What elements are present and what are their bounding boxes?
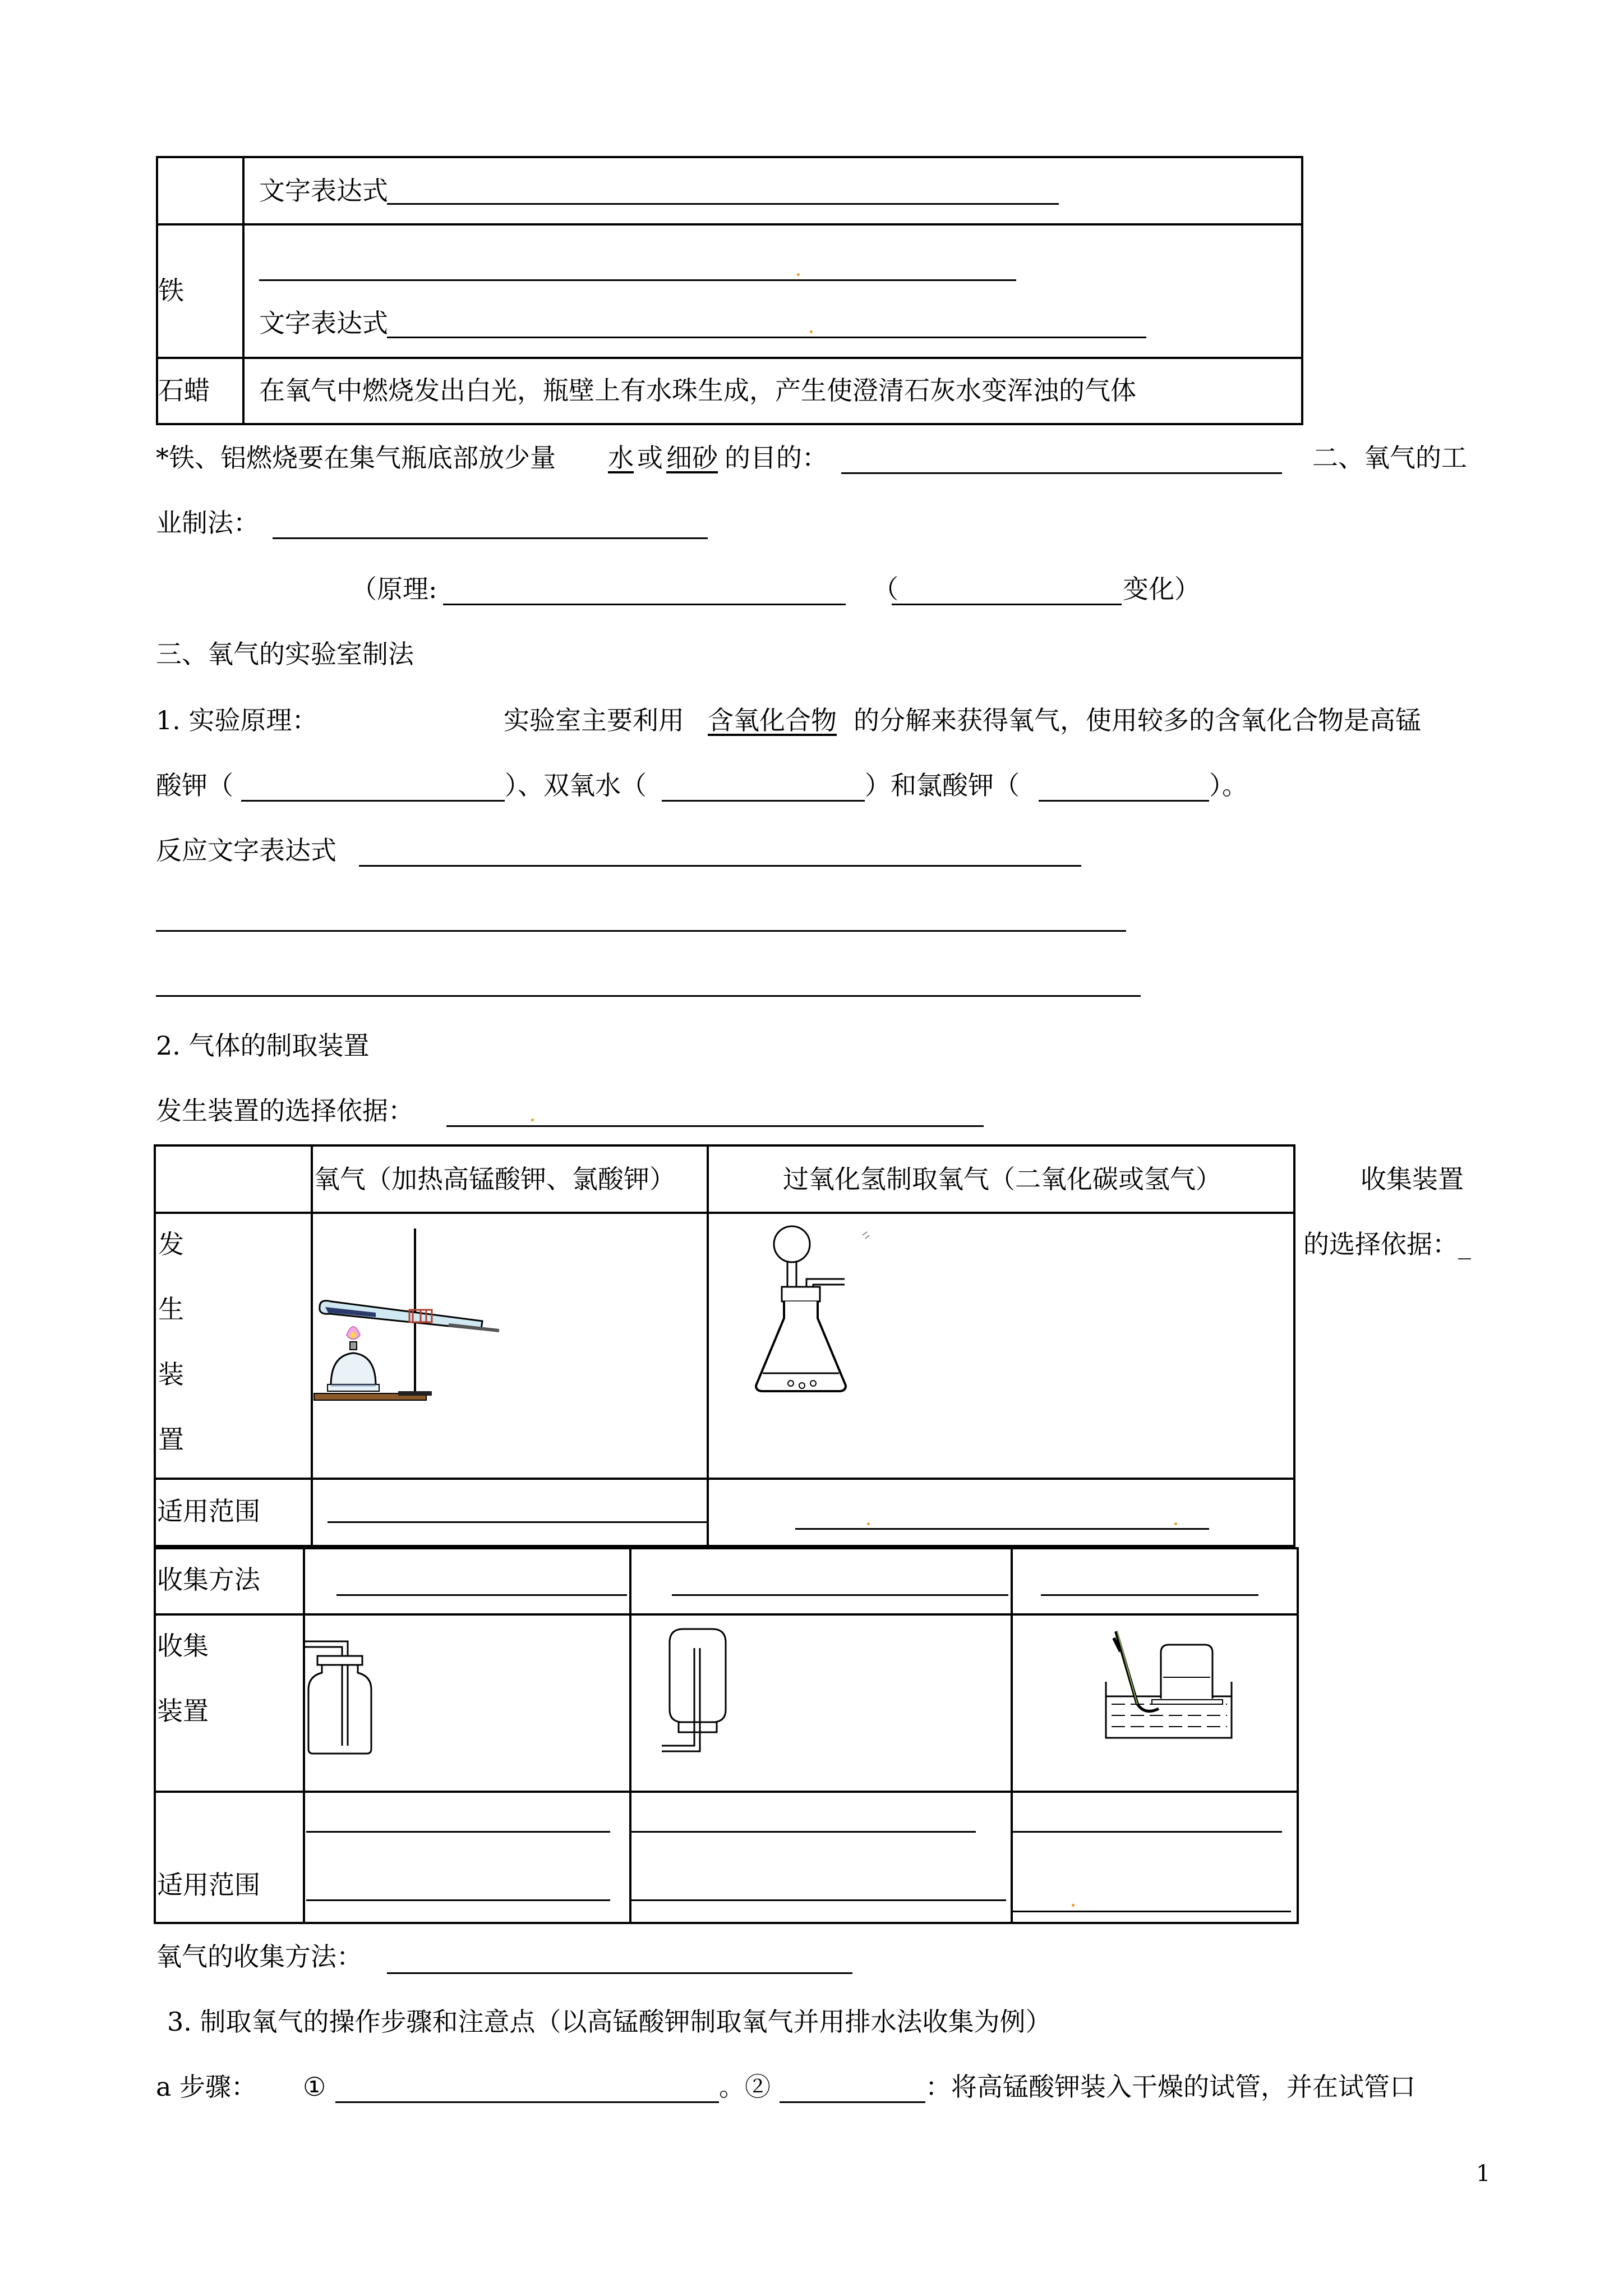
blank-line <box>156 995 1141 997</box>
generator-row-char: 装 <box>158 1359 184 1389</box>
blank-line <box>446 1125 984 1127</box>
note-prefix: *铁、铝燃烧要在集气瓶底部放少量 <box>156 443 556 473</box>
blank-line <box>841 472 1282 474</box>
compounds-line-d: ）。 <box>1209 770 1248 800</box>
blank-line <box>662 800 865 802</box>
scope-row-label: 适用范围 <box>157 1496 260 1526</box>
header-peroxide-oxygen: 过氧化氢制取氧气（二氧化碳或氢气） <box>783 1164 1221 1194</box>
note-or: 或 <box>637 443 663 473</box>
step-description: ：将高锰酸钾装入干燥的试管，并在试管口 <box>925 2072 1415 2102</box>
blank-line <box>795 1528 1209 1530</box>
blank-line <box>359 865 1081 867</box>
blank-line <box>156 930 1126 932</box>
step-circle-2: 。② <box>719 2072 771 2102</box>
change-open: （ <box>873 574 898 604</box>
blank-line <box>1039 800 1209 802</box>
table1-row-divider <box>156 223 1303 226</box>
blank-line <box>328 1521 707 1523</box>
stray-dot <box>531 1119 534 1121</box>
device-row-label-1: 收集 <box>157 1631 209 1661</box>
generator-row-char: 发 <box>158 1229 184 1259</box>
collector-basis-cont: 的选择依据：_ <box>1303 1229 1471 1259</box>
apparatus-item-label: 2. 气体的制取装置 <box>156 1030 370 1061</box>
table1-row-divider <box>156 357 1303 359</box>
blank-line <box>306 1899 610 1901</box>
principle-underlined: 含氧化合物 <box>708 705 837 735</box>
principle-text-a: 实验室主要利用 <box>504 705 684 735</box>
table2-row-divider <box>154 1478 1295 1480</box>
downward-displacement-diagram <box>656 1626 746 1755</box>
principle-label: （原理: <box>351 574 437 604</box>
reaction-expression-label: 反应文字表达式 <box>156 835 336 866</box>
section2-title: 二、氧气的工 <box>1312 443 1467 473</box>
step-circle-1: ① <box>303 2072 326 2102</box>
compounds-line-a: 酸钾（ <box>156 770 233 800</box>
water-displacement-diagram <box>1100 1626 1246 1749</box>
oxygen-collection-label: 氧气的收集方法： <box>156 1941 362 1972</box>
upward-displacement-diagram <box>305 1634 378 1757</box>
blank-line <box>630 1831 976 1833</box>
blank-line <box>387 337 1146 338</box>
table1-col-divider <box>242 156 245 425</box>
blank-line <box>336 1594 627 1596</box>
principle-text-b: 的分解来获得氧气，使用较多的含氧化合物是高锰 <box>854 705 1421 735</box>
blank-line <box>1041 1594 1258 1596</box>
blank-line <box>387 1972 852 1974</box>
industry-method-label: 业制法： <box>156 508 259 538</box>
blank-line <box>780 2101 925 2103</box>
iron-label: 铁 <box>158 275 184 306</box>
generator-row-char: 生 <box>158 1294 184 1324</box>
stray-dot <box>810 330 813 333</box>
table2-col-divider <box>311 1144 313 1547</box>
page-number: 1 <box>1476 2161 1491 2187</box>
blank-line <box>387 203 1059 205</box>
collection-scope-label: 适用范围 <box>157 1870 260 1900</box>
table1-expression-label: 文字表达式 <box>259 176 388 206</box>
header-heated-oxygen: 氧气（加热高锰酸钾、氯酸钾） <box>314 1164 675 1194</box>
stray-dot <box>1174 1522 1177 1525</box>
flask-apparatus-diagram <box>750 1223 885 1397</box>
principle-item-label: 1. 实验原理： <box>156 705 318 735</box>
table2-col-divider <box>707 1144 709 1547</box>
blank-line <box>241 800 505 802</box>
blank-line <box>443 604 846 605</box>
compounds-line-b: ）、双氧水（ <box>505 770 647 800</box>
blank-line <box>892 604 1122 605</box>
blank-line <box>306 1831 610 1833</box>
heating-apparatus-diagram <box>314 1223 505 1408</box>
table3-row-divider <box>154 1791 1299 1793</box>
note-water: 水 <box>608 443 634 473</box>
blank-line <box>1013 1831 1282 1833</box>
compounds-line-c: ）和氯酸钾（ <box>865 770 1020 800</box>
device-row-label-2: 装置 <box>157 1696 209 1726</box>
wax-label: 石蜡 <box>158 375 210 406</box>
change-label: 变化） <box>1123 574 1200 604</box>
generator-basis-label: 发生装置的选择依据： <box>156 1096 414 1126</box>
blank-line <box>273 537 708 539</box>
stray-dot <box>867 1522 870 1525</box>
table2-row-divider <box>154 1212 1295 1214</box>
generator-row-char: 置 <box>158 1424 184 1455</box>
iron-expression-label: 文字表达式 <box>259 308 388 338</box>
procedure-item-label: 3. 制取氧气的操作步骤和注意点（以高锰酸钾制取氧气并用排水法收集为例） <box>167 2007 1052 2037</box>
blank-line <box>1013 1911 1291 1912</box>
table3-col-divider <box>629 1547 631 1924</box>
note-sand: 细砂 <box>666 443 718 473</box>
collector-basis-label: 收集装置 <box>1361 1164 1464 1194</box>
stray-dot <box>1072 1904 1075 1907</box>
note-suffix: 的目的： <box>725 443 828 473</box>
blank-line <box>335 2101 719 2103</box>
table3-row-divider <box>154 1613 1299 1616</box>
wax-description: 在氧气中燃烧发出白光，瓶壁上有水珠生成，产生使澄清石灰水变浑浊的气体 <box>259 375 1136 406</box>
blank-line <box>672 1594 1008 1596</box>
steps-label: a 步骤： <box>156 2072 257 2102</box>
blank-line <box>630 1899 1006 1901</box>
table3-col-divider <box>1011 1547 1013 1924</box>
stray-dot <box>797 273 800 276</box>
blank-line <box>259 279 1016 281</box>
method-row-label: 收集方法 <box>157 1565 260 1595</box>
section3-title: 三、氧气的实验室制法 <box>156 639 414 669</box>
